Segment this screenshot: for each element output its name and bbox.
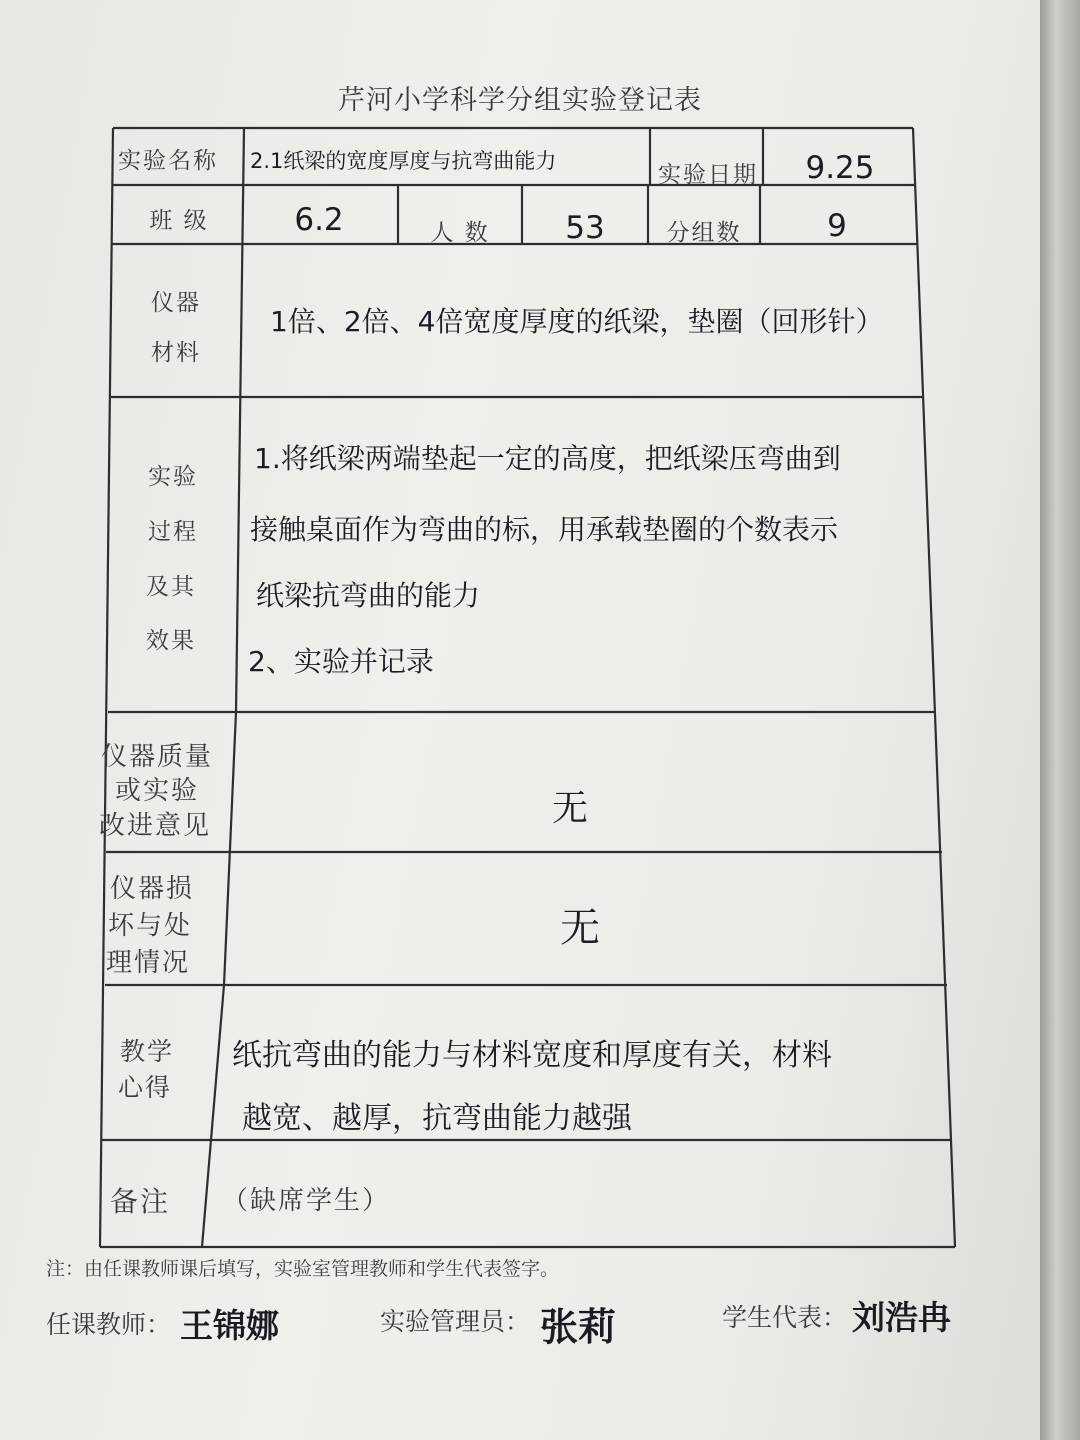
- form-title: 芹河小学科学分组实验登记表: [338, 85, 702, 116]
- label-process-1: 实验: [148, 464, 198, 490]
- label-remarks: 备注: [109, 1185, 170, 1218]
- label-teaching-2: 心得: [117, 1073, 172, 1102]
- value-damage: 无: [560, 905, 600, 951]
- value-process-line-1: 1.将纸梁两端垫起一定的高度，把纸梁压弯曲到: [254, 442, 841, 475]
- label-damage-1: 仪器损: [109, 874, 194, 904]
- label-class: 班 级: [149, 208, 209, 234]
- teacher-signature: 王锦娜: [180, 1306, 279, 1345]
- value-group-count: 9: [827, 208, 847, 244]
- value-teaching-line-2: 越宽、越厚，抗弯曲能力越强: [242, 1101, 632, 1136]
- lab-manager-label: 实验管理员：: [380, 1307, 531, 1336]
- label-people-count: 人 数: [430, 220, 490, 246]
- student-label: 学生代表：: [722, 1303, 848, 1332]
- label-experiment-name: 实验名称: [118, 148, 218, 174]
- label-process-3: 及其: [146, 574, 196, 600]
- lab-manager-signature: 张莉: [540, 1305, 617, 1349]
- label-group-count: 分组数: [666, 220, 742, 246]
- label-teaching-1: 教学: [119, 1037, 174, 1066]
- value-process-line-2: 接触桌面作为弯曲的标，用承载垫圈的个数表示: [250, 513, 839, 546]
- value-process-line-3: 纸梁抗弯曲的能力: [256, 579, 481, 612]
- label-damage-2: 坏与处: [107, 911, 192, 941]
- student-signature: 刘浩冉: [852, 1298, 951, 1337]
- label-quality-3: 改进意见: [98, 811, 211, 841]
- value-remarks: （缺席学生）: [222, 1186, 391, 1216]
- footer-note: 注：由任课教师课后填写，实验室管理教师和学生代表签字。: [46, 1258, 560, 1280]
- teacher-label: 任课教师：: [46, 1310, 172, 1339]
- label-quality-2: 或实验: [114, 776, 199, 806]
- label-equipment-2: 材料: [151, 340, 201, 366]
- value-teaching-line-1: 纸抗弯曲的能力与材料宽度和厚度有关，材料: [232, 1038, 832, 1073]
- label-quality-1: 仪器质量: [100, 742, 213, 772]
- label-damage-3: 理情况: [105, 948, 190, 978]
- value-experiment-name: 2.1纸梁的宽度厚度与抗弯曲能力: [250, 149, 557, 173]
- value-experiment-date: 9.25: [805, 150, 875, 186]
- value-process-line-4: 2、实验并记录: [248, 645, 434, 678]
- background-page-edge: [1040, 0, 1080, 1440]
- value-people-count: 53: [565, 210, 605, 246]
- value-equipment: 1倍、2倍、4倍宽度厚度的纸梁，垫圈（回形针）: [270, 305, 884, 338]
- label-process-2: 过程: [148, 519, 198, 545]
- label-process-4: 效果: [146, 628, 196, 654]
- label-experiment-date: 实验日期: [658, 162, 758, 188]
- value-class: 6.2: [294, 202, 344, 238]
- value-quality: 无: [551, 788, 588, 829]
- label-equipment-1: 仪器: [151, 290, 201, 316]
